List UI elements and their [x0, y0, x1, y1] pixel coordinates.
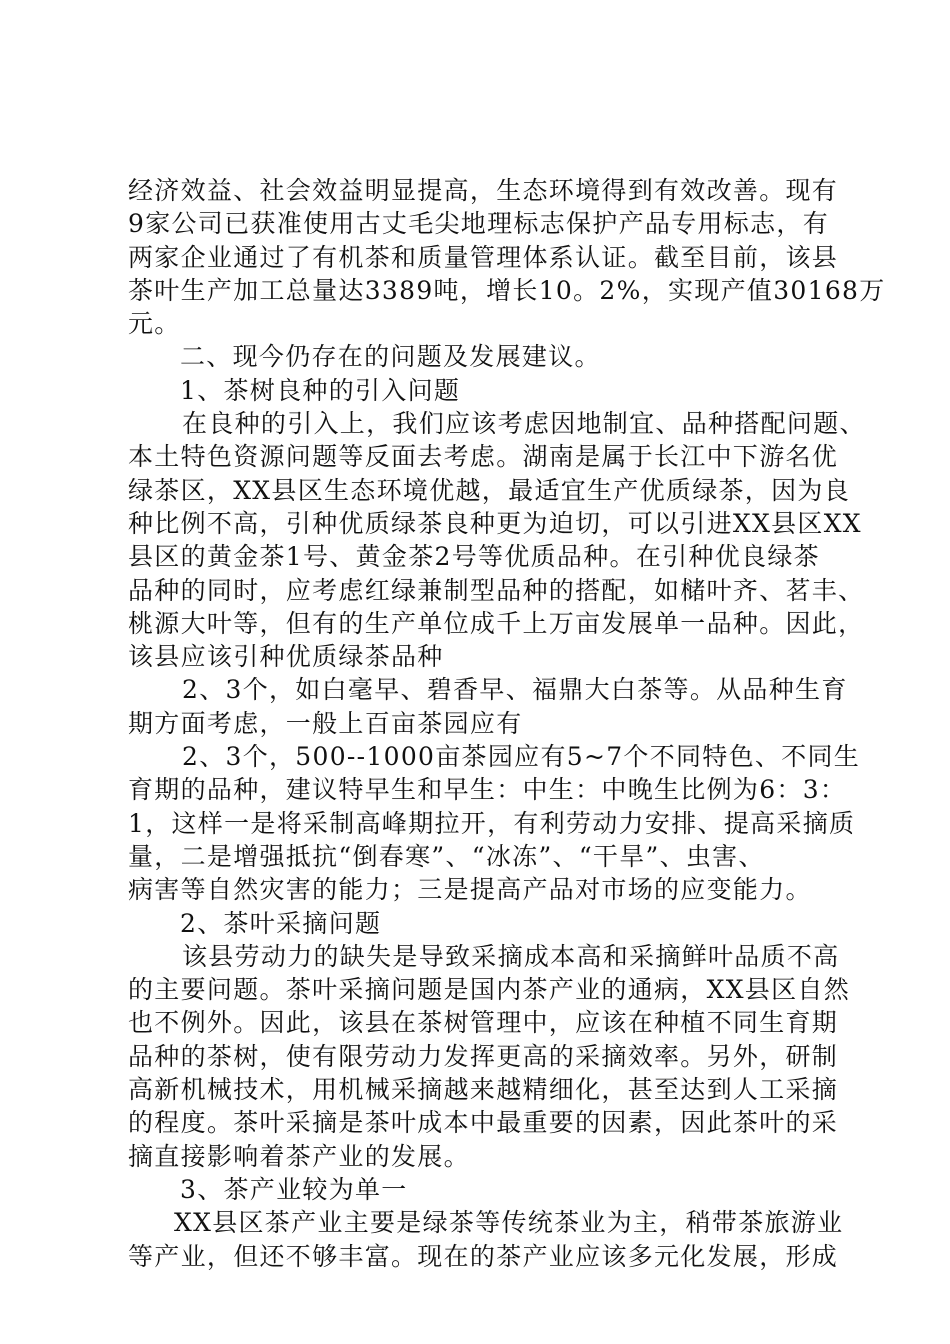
text-line: 桃源大叶等，但有的生产单位成千上万亩发展单一品种。因此，: [128, 608, 865, 638]
text-line: 元。: [128, 309, 181, 339]
text-line: 1，这样一是将采制高峰期拉开，有利劳动力安排、提高采摘质: [128, 808, 856, 838]
text-line: 绿茶区，XX县区生态环境优越，最适宜生产优质绿茶，因为良: [128, 475, 850, 505]
text-line: 也不例外。因此，该县在茶树管理中，应该在种植不同生育期: [128, 1008, 839, 1038]
text-line: 量，二是增强抵抗“倒春寒”、“冰冻”、“干旱”、虫害、: [128, 841, 765, 871]
paragraph-start: XX县区茶产业主要是绿茶等传统茶业为主，稍带茶旅游业: [174, 1208, 844, 1238]
text-line: 高新机械技术，用机械采摘越来越精细化，甚至达到人工采摘: [128, 1075, 839, 1105]
text-line: 品种的同时，应考虑红绿兼制型品种的搭配，如槠叶齐、茗丰、: [128, 575, 865, 605]
text-line: 摘直接影响着茶产业的发展。: [128, 1141, 470, 1171]
text-line: 品种的茶树，使有限劳动力发挥更高的采摘效率。另外，研制: [128, 1041, 839, 1071]
subsection-heading: 3、茶产业较为单一: [180, 1174, 408, 1204]
subsection-heading: 1、茶树良种的引入问题: [180, 375, 461, 405]
text-line: 茶叶生产加工总量达3389吨，增长10。2%，实现产值30168万: [128, 275, 886, 305]
text-line: 种比例不高，引种优质绿茶良种更为迫切，可以引进XX县区XX: [128, 508, 862, 538]
paragraph-start: 2、3个，如白毫早、碧香早、福鼎大白茶等。从品种生育: [182, 675, 848, 705]
text-line: 病害等自然灾害的能力；三是提高产品对市场的应变能力。: [128, 875, 812, 905]
text-line: 9家公司已获准使用古丈毛尖地理标志保护产品专用标志，有: [128, 209, 830, 239]
text-line: 期方面考虑，一般上百亩茶园应有: [128, 708, 523, 738]
text-line: 两家企业通过了有机茶和质量管理体系认证。截至目前，该县: [128, 242, 839, 272]
document-body: [128, 174, 886, 1273]
text-line: 经济效益、社会效益明显提高，生态环境得到有效改善。现有: [128, 176, 839, 205]
text-line: 的主要问题。茶叶采摘问题是国内茶产业的通病，XX县区自然: [128, 975, 850, 1005]
text-line: 等产业，但还不够丰富。现在的茶产业应该多元化发展，形成: [128, 1241, 839, 1271]
text-line: 的程度。茶叶采摘是茶叶成本中最重要的因素，因此茶叶的采: [128, 1108, 839, 1138]
paragraph-start: 2、3个，500--1000亩茶园应有5~7个不同特色、不同生: [182, 742, 861, 772]
section-heading: 二、现今仍存在的问题及发展建议。: [180, 342, 601, 372]
paragraph-start: 在良种的引入上，我们应该考虑因地制宜、品种搭配问题、: [182, 409, 866, 439]
text-line: 本土特色资源问题等反面去考虑。湖南是属于长江中下游名优: [128, 442, 839, 472]
subsection-heading: 2、茶叶采摘问题: [180, 908, 382, 938]
text-line: 育期的品种，建议特早生和早生：中生：中晚生比例为6：3：: [128, 775, 847, 805]
text-line: 县区的黄金茶1号、黄金茶2号等优质品种。在引种优良绿茶: [128, 542, 820, 572]
text-line: 该县应该引种优质绿茶品种: [128, 642, 444, 672]
paragraph-start: 该县劳动力的缺失是导致采摘成本高和采摘鲜叶品质不高: [182, 941, 840, 971]
